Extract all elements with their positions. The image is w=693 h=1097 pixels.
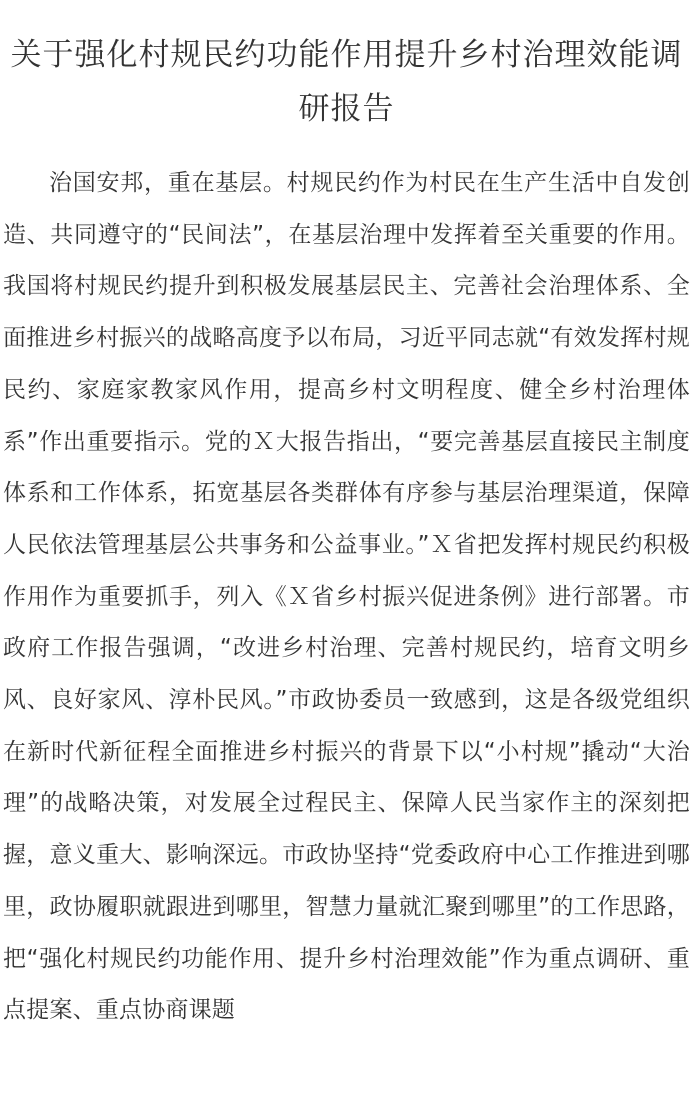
body-paragraph: 治国安邦，重在基层。村规民约作为村民在生产生活中自发创造、共同遵守的“民间法”，在基层治理中发挥着至关重要的作用。我国将村规民约提升到积极发展基层民主、完善社会治理体系、全面推进乡村振兴的战略高度予以布局，习近平同志就“有效发挥村规民约、家庭家教家风作用，提高乡村文明程度、健全乡村治理体系”作出重要指示。党的Ｘ大报告指出，“要完善基层直接民主制度体系和工作体系，拓宽基层各类群体有序参与基层治理渠道，保障人民依法管理基层公共事务和公益事业。”Ｘ省把发挥村规民约积极作用作为重要抓手，列入《Ｘ省乡村振兴促进条例》进行部署。市政府工作报告强调，“改进乡村治理、完善村规民约，培育文明乡风、良好家风、淳朴民风。”市政协委员一致感到，这是各级党组织在新时代新征程全面推进乡村振兴的背景下以“小村规”撬动“大治理”的战略决策，对发展全过程民主、保障人民当家作主的深刻把握，意义重大、影响深远。市政协坚持“党委政府中心工作推进到哪里，政协履职就跟进到哪里，智慧力量就汇聚到哪里”的工作思路，把“强化村规民约功能作用、提升乡村治理效能”作为重点调研、重点提案、重点协商课题	[3, 170, 690, 1024]
document-title: 关于强化村规民约功能作用提升乡村治理效能调研报告	[10, 37, 683, 127]
